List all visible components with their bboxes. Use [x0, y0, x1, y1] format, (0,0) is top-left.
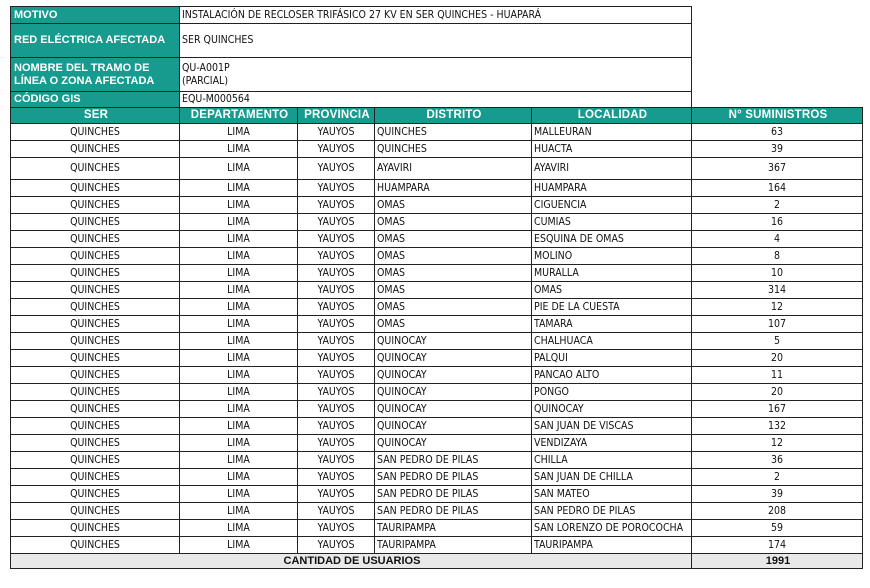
cell-departamento: LIMA [180, 197, 298, 214]
cell-provincia: YAUYOS [298, 384, 375, 401]
cell-distrito: OMAS [375, 248, 532, 265]
cell-departamento: LIMA [180, 231, 298, 248]
table-row [11, 282, 863, 299]
cell-suministros: 11 [692, 367, 863, 384]
cell-distrito: SAN PEDRO DE PILAS [375, 469, 532, 486]
cell-localidad: TAURIPAMPA [532, 537, 692, 554]
tramo-label-line1: NOMBRE DEL TRAMO DE [14, 61, 150, 74]
cell-provincia: YAUYOS [298, 435, 375, 452]
cell-suministros: 167 [692, 401, 863, 418]
cell-departamento: LIMA [180, 141, 298, 158]
cell-departamento: LIMA [180, 452, 298, 469]
cell-ser: QUINCHES [11, 384, 180, 401]
cell-distrito: OMAS [375, 299, 532, 316]
cell-departamento: LIMA [180, 469, 298, 486]
cell-distrito: QUINCHES [375, 124, 532, 141]
table-row [11, 469, 863, 486]
cell-distrito: SAN PEDRO DE PILAS [375, 486, 532, 503]
col-header-suministros: N° SUMINISTROS [692, 108, 863, 124]
cell-ser: QUINCHES [11, 350, 180, 367]
cell-localidad: PIE DE LA CUESTA [532, 299, 692, 316]
cell-suministros: 5 [692, 333, 863, 350]
motivo-value: INSTALACIÓN DE RECLOSER TRIFÁSICO 27 KV EN SER QUINCHES - HUAPARÁ [180, 7, 692, 24]
cell-localidad: SAN PEDRO DE PILAS [532, 503, 692, 520]
cell-ser: QUINCHES [11, 520, 180, 537]
cell-localidad: VENDIZAYA [532, 435, 692, 452]
cell-departamento: LIMA [180, 214, 298, 231]
cell-suministros: 39 [692, 141, 863, 158]
col-header-localidad: LOCALIDAD [532, 108, 692, 124]
cell-localidad: MURALLA [532, 265, 692, 282]
info-table [10, 6, 692, 108]
cell-suministros: 20 [692, 350, 863, 367]
cell-departamento: LIMA [180, 265, 298, 282]
cell-distrito: SAN PEDRO DE PILAS [375, 452, 532, 469]
cell-suministros: 208 [692, 503, 863, 520]
cell-provincia: YAUYOS [298, 469, 375, 486]
cell-localidad: SAN JUAN DE VISCAS [532, 418, 692, 435]
suministros-table [10, 107, 863, 569]
cell-distrito: OMAS [375, 316, 532, 333]
cell-localidad: SAN MATEO [532, 486, 692, 503]
cell-provincia: YAUYOS [298, 452, 375, 469]
tramo-value-line2: (PARCIAL) [182, 74, 228, 87]
cell-ser: QUINCHES [11, 469, 180, 486]
motivo-label: MOTIVO [11, 7, 180, 24]
cell-distrito: AYAVIRI [375, 158, 532, 180]
cell-distrito: OMAS [375, 265, 532, 282]
table-row [11, 316, 863, 333]
tramo-value-line1: QU-A001P [182, 61, 230, 74]
cell-ser: QUINCHES [11, 299, 180, 316]
cell-distrito: OMAS [375, 282, 532, 299]
cell-distrito: QUINOCAY [375, 401, 532, 418]
cell-departamento: LIMA [180, 418, 298, 435]
cell-ser: QUINCHES [11, 265, 180, 282]
cell-provincia: YAUYOS [298, 316, 375, 333]
cell-suministros: 10 [692, 265, 863, 282]
cell-provincia: YAUYOS [298, 486, 375, 503]
cell-departamento: LIMA [180, 350, 298, 367]
cell-ser: QUINCHES [11, 197, 180, 214]
cell-suministros: 8 [692, 248, 863, 265]
cell-localidad: HUACTA [532, 141, 692, 158]
table-row [11, 486, 863, 503]
cell-provincia: YAUYOS [298, 180, 375, 197]
cell-provincia: YAUYOS [298, 350, 375, 367]
cell-localidad: SAN LORENZO DE POROCOCHA [532, 520, 692, 537]
cell-localidad: TAMARA [532, 316, 692, 333]
cell-suministros: 367 [692, 158, 863, 180]
cell-distrito: QUINOCAY [375, 333, 532, 350]
cell-provincia: YAUYOS [298, 197, 375, 214]
codigo-gis-label: CÓDIGO GIS [11, 92, 180, 108]
cell-localidad: AYAVIRI [532, 158, 692, 180]
cell-provincia: YAUYOS [298, 248, 375, 265]
cell-distrito: QUINCHES [375, 141, 532, 158]
cell-ser: QUINCHES [11, 503, 180, 520]
table-row [11, 124, 863, 141]
table-row [11, 418, 863, 435]
cell-suministros: 20 [692, 384, 863, 401]
cell-provincia: YAUYOS [298, 158, 375, 180]
codigo-gis-value: EQU-M000564 [180, 92, 692, 108]
cell-localidad: MOLINO [532, 248, 692, 265]
col-header-departamento: DEPARTAMENTO [180, 108, 298, 124]
cell-ser: QUINCHES [11, 158, 180, 180]
table-row [11, 158, 863, 180]
cell-ser: QUINCHES [11, 367, 180, 384]
table-row [11, 384, 863, 401]
cell-departamento: LIMA [180, 180, 298, 197]
cell-provincia: YAUYOS [298, 214, 375, 231]
total-label: CANTIDAD DE USUARIOS [11, 554, 692, 569]
cell-departamento: LIMA [180, 435, 298, 452]
cell-provincia: YAUYOS [298, 520, 375, 537]
table-row [11, 333, 863, 350]
cell-distrito: QUINOCAY [375, 435, 532, 452]
cell-departamento: LIMA [180, 367, 298, 384]
table-row [11, 350, 863, 367]
cell-ser: QUINCHES [11, 282, 180, 299]
table-row [11, 180, 863, 197]
cell-suministros: 12 [692, 299, 863, 316]
cell-localidad: SAN JUAN DE CHILLA [532, 469, 692, 486]
cell-suministros: 36 [692, 452, 863, 469]
cell-provincia: YAUYOS [298, 265, 375, 282]
cell-departamento: LIMA [180, 316, 298, 333]
cell-departamento: LIMA [180, 333, 298, 350]
cell-localidad: CHILLA [532, 452, 692, 469]
cell-distrito: QUINOCAY [375, 384, 532, 401]
table-row [11, 520, 863, 537]
cell-distrito: QUINOCAY [375, 350, 532, 367]
table-header-row [11, 108, 863, 124]
cell-departamento: LIMA [180, 384, 298, 401]
cell-ser: QUINCHES [11, 124, 180, 141]
cell-provincia: YAUYOS [298, 418, 375, 435]
cell-localidad: CHALHUACA [532, 333, 692, 350]
cell-departamento: LIMA [180, 503, 298, 520]
tramo-value [180, 58, 692, 92]
cell-ser: QUINCHES [11, 401, 180, 418]
table-row [11, 367, 863, 384]
red-electrica-label: RED ELÉCTRICA AFECTADA [11, 24, 180, 58]
cell-suministros: 164 [692, 180, 863, 197]
cell-ser: QUINCHES [11, 316, 180, 333]
cell-ser: QUINCHES [11, 452, 180, 469]
cell-suministros: 4 [692, 231, 863, 248]
table-row [11, 265, 863, 282]
cell-distrito: TAURIPAMPA [375, 520, 532, 537]
table-row [11, 452, 863, 469]
cell-provincia: YAUYOS [298, 231, 375, 248]
cell-localidad: CIGUENCIA [532, 197, 692, 214]
cell-suministros: 16 [692, 214, 863, 231]
total-row [11, 554, 863, 569]
table-row [11, 231, 863, 248]
table-row [11, 503, 863, 520]
cell-departamento: LIMA [180, 299, 298, 316]
cell-localidad: CUMIAS [532, 214, 692, 231]
cell-distrito: OMAS [375, 231, 532, 248]
cell-ser: QUINCHES [11, 435, 180, 452]
cell-ser: QUINCHES [11, 214, 180, 231]
cell-suministros: 59 [692, 520, 863, 537]
cell-departamento: LIMA [180, 282, 298, 299]
col-header-provincia: PROVINCIA [298, 108, 375, 124]
table-row [11, 537, 863, 554]
cell-localidad: PONGO [532, 384, 692, 401]
table-body [11, 124, 863, 554]
tramo-label [11, 58, 180, 92]
cell-departamento: LIMA [180, 401, 298, 418]
cell-suministros: 174 [692, 537, 863, 554]
cell-provincia: YAUYOS [298, 124, 375, 141]
cell-departamento: LIMA [180, 486, 298, 503]
col-header-ser: SER [11, 108, 180, 124]
cell-suministros: 107 [692, 316, 863, 333]
cell-ser: QUINCHES [11, 486, 180, 503]
cell-distrito: HUAMPARA [375, 180, 532, 197]
cell-ser: QUINCHES [11, 248, 180, 265]
cell-distrito: OMAS [375, 214, 532, 231]
cell-localidad: PALQUI [532, 350, 692, 367]
cell-suministros: 12 [692, 435, 863, 452]
cell-suministros: 63 [692, 124, 863, 141]
col-header-distrito: DISTRITO [375, 108, 532, 124]
table-row [11, 435, 863, 452]
cell-localidad: MALLEURAN [532, 124, 692, 141]
cell-ser: QUINCHES [11, 537, 180, 554]
cell-departamento: LIMA [180, 124, 298, 141]
cell-localidad: PANCAO ALTO [532, 367, 692, 384]
table-row [11, 299, 863, 316]
cell-provincia: YAUYOS [298, 367, 375, 384]
cell-distrito: QUINOCAY [375, 367, 532, 384]
table-row [11, 197, 863, 214]
table-row [11, 401, 863, 418]
tramo-label-line2: LÍNEA O ZONA AFECTADA [14, 74, 155, 87]
cell-ser: QUINCHES [11, 180, 180, 197]
cell-departamento: LIMA [180, 248, 298, 265]
cell-ser: QUINCHES [11, 141, 180, 158]
red-electrica-value: SER QUINCHES [180, 24, 692, 58]
cell-suministros: 2 [692, 469, 863, 486]
cell-localidad: OMAS [532, 282, 692, 299]
cell-suministros: 314 [692, 282, 863, 299]
cell-departamento: LIMA [180, 537, 298, 554]
cell-provincia: YAUYOS [298, 333, 375, 350]
cell-provincia: YAUYOS [298, 299, 375, 316]
cell-provincia: YAUYOS [298, 282, 375, 299]
cell-provincia: YAUYOS [298, 141, 375, 158]
total-value: 1991 [692, 554, 863, 569]
cell-departamento: LIMA [180, 158, 298, 180]
cell-provincia: YAUYOS [298, 503, 375, 520]
cell-suministros: 39 [692, 486, 863, 503]
cell-localidad: QUINOCAY [532, 401, 692, 418]
cell-distrito: TAURIPAMPA [375, 537, 532, 554]
cell-localidad: HUAMPARA [532, 180, 692, 197]
table-row [11, 214, 863, 231]
cell-distrito: OMAS [375, 197, 532, 214]
cell-ser: QUINCHES [11, 231, 180, 248]
cell-distrito: QUINOCAY [375, 418, 532, 435]
cell-ser: QUINCHES [11, 418, 180, 435]
table-row [11, 248, 863, 265]
cell-ser: QUINCHES [11, 333, 180, 350]
cell-distrito: SAN PEDRO DE PILAS [375, 503, 532, 520]
table-row [11, 141, 863, 158]
cell-suministros: 132 [692, 418, 863, 435]
cell-provincia: YAUYOS [298, 401, 375, 418]
cell-suministros: 2 [692, 197, 863, 214]
cell-departamento: LIMA [180, 520, 298, 537]
cell-provincia: YAUYOS [298, 537, 375, 554]
cell-localidad: ESQUINA DE OMAS [532, 231, 692, 248]
